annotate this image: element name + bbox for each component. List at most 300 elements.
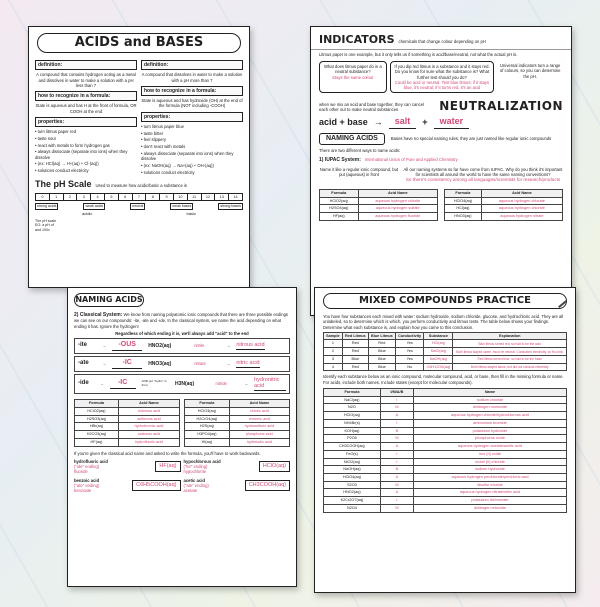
table-cell: aqueous hydrogen acetate/acetic acid	[413, 443, 566, 451]
table-cell: aqueous hydrogen fluoride	[358, 213, 437, 221]
table-cell: KOH(aq)	[324, 427, 381, 435]
table-header-cell: Formula	[445, 189, 482, 197]
example-acid-name: benzoic acid	[74, 477, 100, 483]
table-row	[324, 489, 567, 497]
table-row	[324, 450, 567, 458]
property-item: • feel slippery	[141, 137, 166, 143]
table-cell: B	[380, 466, 413, 474]
ph-value: 9	[160, 194, 174, 201]
bubble-question-2: If you dip red litmus in a substance and it stays red. Do you know for sure what the substance is? What further test should you do?	[394, 64, 490, 80]
ph-footnote-line-2: EO: a pH of	[35, 223, 54, 228]
ph-value: 4	[91, 194, 105, 201]
title-part-acids: ACIDS and	[74, 34, 152, 50]
example-formula: C6H5COOH(aq)	[132, 480, 180, 491]
base-definition-label: definition:	[141, 60, 243, 70]
table-cell: ammonium bromide	[413, 419, 566, 427]
table-cell: NaOH(aq)	[324, 466, 381, 474]
ending-base: nitride	[215, 381, 227, 387]
table-cell: Red	[342, 340, 368, 348]
bubble-answer-1: Stays the same colour	[332, 74, 374, 80]
ending-to: -IC	[110, 379, 136, 389]
ph-strength-labels	[35, 203, 243, 209]
table-cell: aqueous hydrogen sulfate	[358, 205, 437, 213]
table-row	[324, 355, 567, 363]
worksheet-title	[37, 33, 241, 53]
table-cell: No	[395, 363, 423, 371]
property-item: • (ex: HCl(aq) → H+(aq) + Cl-(aq))	[35, 161, 99, 167]
table-row	[185, 407, 290, 415]
iupac-examples-table-right	[444, 189, 563, 221]
table-header-row	[324, 388, 567, 396]
neutralization-title: NEUTRALIZATION	[439, 99, 563, 114]
table-row	[324, 504, 567, 512]
example-ending: ("ite" ending)	[183, 464, 208, 470]
table-cell: NaOH(aq)	[424, 355, 453, 363]
property-item: • solutions conduct electricity	[141, 169, 195, 175]
table-cell: H2SO4(aq)	[320, 205, 359, 213]
table-row	[324, 348, 567, 356]
table-cell: chromic acid	[229, 415, 289, 423]
table-cell: N2O	[324, 404, 381, 412]
ending-example: HNO2(aq)	[148, 342, 172, 349]
iupac-label: 1) IUPAC System:	[319, 156, 361, 163]
backwards-example-text	[74, 478, 99, 494]
table-cell: A	[380, 489, 413, 497]
table-header-cell: Conductivity	[395, 332, 423, 340]
base-recognize-text: State is aqueous and has hydroxide (OH) at the end of the formula (NOT including -COOH)	[141, 98, 243, 109]
table-cell: HClO(aq)	[324, 412, 381, 420]
table-cell: N2O4	[324, 504, 381, 512]
base-column	[141, 57, 243, 176]
acids-bases-worksheet	[28, 26, 250, 288]
table-cell: HCl(aq)	[424, 340, 453, 348]
bubble-litmus-neutral	[319, 61, 387, 93]
table-cell: NiCl2(aq)	[324, 458, 381, 466]
table-header-row	[445, 189, 563, 197]
ph-scale-subtitle: Used to measure how acidic/basic a substance is	[95, 183, 188, 189]
table-cell: CH3COOH(aq)	[324, 443, 381, 451]
arrow-icon: →	[243, 381, 249, 387]
table-cell: I	[380, 458, 413, 466]
table-cell: K2Cr2O7(aq)	[324, 497, 381, 505]
table-row	[324, 443, 567, 451]
example-acid-name: hydrofluoric acid	[74, 458, 108, 464]
table-row	[320, 213, 438, 221]
table-cell: HClO4(aq)	[445, 197, 482, 205]
property-item: • (ex: NaOH(aq) → Na+(aq) + OH-(aq))	[141, 162, 214, 168]
table-header-cell: Sample	[324, 332, 343, 340]
property-item: • solutions conduct electricity	[35, 168, 89, 173]
ph-acid-base-labels	[35, 211, 243, 216]
table-cell: Red litmus turned blue, so had to be the base	[453, 355, 567, 363]
acid-recognize-text: State is aqueous and has H at the front of formula, OR COOH at the end	[35, 103, 137, 114]
backwards-example-text	[184, 459, 221, 475]
table-cell: H2S(aq)	[185, 423, 230, 431]
table-row	[445, 213, 563, 221]
table-cell: hydrofluoric acid	[118, 438, 179, 446]
example-formula: HF(aq)	[155, 461, 180, 472]
table-row	[324, 363, 567, 371]
table-header-cell: Formula	[320, 189, 359, 197]
table-header-cell: Formula	[185, 400, 230, 408]
table-cell: S2O3	[324, 481, 381, 489]
table-cell: potassium hydroxide	[413, 427, 566, 435]
ending-base: nitrite	[194, 343, 205, 349]
table-cell: FeO(s)	[324, 450, 381, 458]
table-header-row	[185, 400, 290, 408]
table-cell: HClO4(aq)	[324, 474, 381, 482]
arrow-icon: →	[102, 361, 107, 366]
example-ending: ("ate" ending)	[74, 482, 100, 488]
basic-label: basic	[186, 210, 196, 216]
table-cell: hydroiodic acid	[229, 438, 289, 446]
ph-footnote-line-3: and 100x	[35, 227, 50, 232]
table-header-row	[324, 332, 567, 340]
table-header-cell: Acid Name	[481, 189, 562, 197]
ph-value: 3	[77, 194, 91, 201]
table-cell: A	[380, 412, 413, 420]
ph-value: 12	[202, 194, 216, 201]
ph-strength-label: weak bases	[172, 204, 192, 209]
indicators-worksheet	[310, 26, 572, 316]
table-cell: Both litmus stayed same, but did not conduct electricity	[453, 363, 567, 371]
ph-strength-label: neutral	[132, 204, 144, 209]
litmus-explanation: Litmus paper is one example, but it only tells us if something is acid/base/neutral, not what the actual pH is.	[319, 51, 518, 57]
table-cell: HF(aq)	[320, 213, 359, 221]
bubble-question-1: What does litmus paper do in a neutral substance?	[323, 64, 382, 75]
table-cell: sodium chloride	[413, 396, 566, 404]
iupac-rule: Name it like a regular ionic compound, but put (aqueous) in front	[319, 166, 399, 177]
table-cell: aqueous hydrogen chlorite	[358, 197, 437, 205]
table-cell: aqueous hydrogen nitrate/nitric acid	[413, 489, 566, 497]
table-row	[445, 197, 563, 205]
indicators-definition: chemicals that change colour depending on pH	[398, 39, 486, 44]
table-row	[75, 407, 180, 415]
table-row	[75, 431, 180, 439]
table-cell: HNO3(aq)	[445, 213, 482, 221]
ending-from: -ide	[78, 380, 89, 387]
table-row	[185, 415, 290, 423]
table-cell: H2CO3(aq)	[75, 431, 119, 439]
bubble-litmus-test	[390, 61, 495, 93]
backwards-note: If you're given the classical acid name and asked to write the formula, you'll have to work backwards.	[74, 450, 261, 456]
table-row	[185, 438, 290, 446]
ending-to: -OUS	[112, 341, 142, 351]
endings-list	[68, 338, 296, 394]
ending-base: nitrate	[194, 361, 206, 366]
table-header-cell: Red Litmus	[342, 332, 368, 340]
classical-examples-table-left	[74, 399, 180, 446]
rule-line: Regardless of which ending it is, we'll always add "acid" to the end	[115, 330, 249, 336]
acid-recognize-label: how to recognize in a formula:	[35, 91, 137, 101]
table-cell: Yes	[395, 340, 423, 348]
title-part-bases: BASES	[155, 34, 204, 50]
property-item: • react with metals to form hydrogen gas	[35, 142, 110, 148]
backwards-example	[74, 459, 181, 475]
table-row	[324, 419, 567, 427]
table-cell: HBr(aq)	[75, 423, 119, 431]
example-acid-name: hypochlorous acid	[183, 458, 221, 464]
table-header-cell: Name	[413, 388, 566, 396]
table-cell: HI(aq)	[185, 438, 230, 446]
example-ion: hypochlorite	[183, 469, 207, 475]
ending-from: -ite	[78, 342, 87, 349]
table-cell: M	[380, 435, 413, 443]
table-cell: aqueous hydrogen chlorate	[481, 197, 562, 205]
table-cell: HCl(aq)	[445, 205, 482, 213]
table-header-cell: Acid Name	[229, 400, 289, 408]
mixed-compounds-title: MIXED COMPOUNDS PRACTICE	[323, 293, 567, 309]
classical-examples-table-right	[184, 399, 290, 446]
eqn-acid-base: acid + base	[319, 116, 368, 127]
ph-value: 8	[146, 194, 160, 201]
base-properties-list	[141, 124, 243, 175]
table-header-cell: Acid Name	[118, 400, 179, 408]
table-cell: Both litmus stayed same, must be neutral. Conducted electricity, so it's ionic	[453, 348, 567, 356]
table-cell: I	[380, 396, 413, 404]
table-cell: HClO2(aq)	[320, 197, 359, 205]
table-row	[75, 415, 180, 423]
ending-example: HNO3(aq)	[148, 360, 172, 367]
ending-acid-name: nitric acid	[236, 359, 260, 366]
mixed-intro: You have four substances each mixed with water: sodium hydroxide, sodium chloride, glucose, and hydrochloric acid. They are all unlabeled, so to determine which is which, you perform conductivity and litmus tests. The table below shows your findings. Determine what each substance is, and explain how you came to this conclusion.	[323, 314, 564, 330]
ending-row	[74, 374, 290, 395]
table-row	[324, 427, 567, 435]
example-formula: HClO(aq)	[259, 461, 290, 472]
table-cell: Blue litmus turned red, so had to be the acid	[453, 340, 567, 348]
ending-acid-name: nitrous acid	[236, 341, 265, 348]
indicator-bubbles	[311, 59, 571, 95]
iupac-expansion: International Union of Pure and Applied Chemistry	[364, 156, 458, 162]
acid-definition-text: A compound that contains hydrogen acting as a metal and dissolves in water to make a solution with a pH less than 7	[36, 72, 136, 88]
acid-properties-list	[35, 129, 137, 173]
table-cell: NaCl(aq)	[324, 396, 381, 404]
naming-acids-worksheet	[67, 287, 297, 587]
table-cell: Blue	[368, 363, 395, 371]
table-header-cell: I/M/A/B	[380, 388, 413, 396]
table-row	[324, 412, 567, 420]
ph-scale-title: The pH Scale	[35, 179, 92, 190]
table-cell: chloric acid	[229, 407, 289, 415]
test-results-table	[323, 332, 567, 372]
table-cell: hydrosulfuric acid	[229, 423, 289, 431]
ph-value: 5	[105, 194, 119, 201]
table-cell: dinitrogen monoxide	[413, 404, 566, 412]
table-cell: 3	[324, 355, 343, 363]
table-row	[320, 197, 438, 205]
example-ion: fluoride	[74, 469, 88, 475]
table-cell: hydrobromic acid	[118, 423, 179, 431]
ph-strength-label: weak acids	[85, 204, 104, 209]
table-cell: 2	[324, 348, 343, 356]
hydro-note: AND put "hydro" in front	[141, 379, 167, 387]
table-header-cell: Formula	[75, 400, 119, 408]
table-cell: Blue	[368, 348, 395, 356]
ph-footnote-line-1: The pH scale	[35, 218, 57, 223]
backwards-examples	[68, 457, 296, 496]
ending-example: H3N(aq)	[174, 380, 195, 387]
table-header-cell: Acid Name	[358, 189, 437, 197]
ending-row	[74, 338, 290, 354]
table-row	[185, 431, 290, 439]
compounds-table	[323, 388, 567, 513]
table-cell: H2CrO4(aq)	[185, 415, 230, 423]
ph-value: 10	[174, 194, 188, 201]
property-item: • taste bitter	[141, 130, 164, 136]
table-cell: aqueous hydrogen perchlorate/perchloric acid	[413, 474, 566, 482]
property-item: • turn litmus paper red	[35, 129, 77, 134]
acid-properties-label: properties:	[35, 117, 137, 127]
ph-value: 7	[133, 194, 147, 201]
iupac-answer: So there's consistency among all languages/scientists for research/products	[405, 177, 561, 183]
naming-acids-title: NAMING ACIDS	[319, 133, 385, 146]
bubble-answer-2: Could be acid or neutral. Test blue litmus; if it stays blue, it's neutral; if it turns red, it's an acid	[394, 79, 490, 90]
naming-acids-title: NAMING ACIDS	[74, 293, 144, 307]
eqn-water: water	[434, 116, 470, 128]
table-cell: 1	[324, 340, 343, 348]
table-header-row	[75, 400, 180, 408]
table-cell: C6H12O6(aq)	[424, 363, 453, 371]
table-cell: aqueous hydrogen chloride	[481, 205, 562, 213]
backwards-example	[184, 478, 291, 494]
table-row	[324, 435, 567, 443]
table-header-row	[320, 189, 438, 197]
ph-strength-label: strong bases	[220, 204, 241, 209]
ending-row	[74, 356, 290, 372]
table-row	[185, 423, 290, 431]
table-row	[324, 396, 567, 404]
table-cell: phosphoric acid	[229, 431, 289, 439]
table-header-cell: Formula	[324, 388, 381, 396]
table-cell: HF(aq)	[75, 438, 119, 446]
table-cell: Blue	[342, 355, 368, 363]
table-cell: iron (II) oxide	[413, 450, 566, 458]
table-row	[324, 458, 567, 466]
neutralization-explanation: when we mix an acid and base together, they can cancel each other out to make neutral substances	[319, 101, 424, 112]
table-cell: chlorous acid	[118, 407, 179, 415]
indicators-title: INDICATORS	[319, 33, 395, 46]
example-formula: CH3COOH(aq)	[245, 480, 290, 491]
table-cell: Red	[342, 348, 368, 356]
backwards-example	[184, 459, 291, 475]
example-ending: ("ide" ending)	[74, 464, 100, 470]
table-cell: HNO2(aq)	[324, 489, 381, 497]
base-recognize-label: how to recognize in a formula:	[141, 86, 243, 96]
table-cell: sulfurous acid	[118, 415, 179, 423]
table-cell: M	[380, 404, 413, 412]
ph-strength-label: strong acids	[37, 204, 57, 209]
bubble-universal: Universal indicators turn a range of colours, so you can determine the pH.	[499, 63, 561, 79]
table-cell: A	[380, 474, 413, 482]
table-row	[75, 438, 180, 446]
ph-value: 6	[119, 194, 133, 201]
ph-footnote	[29, 217, 249, 234]
property-item: • always dissociate (separate into ions) when they dissolve	[35, 149, 128, 160]
table-cell: A	[380, 443, 413, 451]
table-row	[324, 404, 567, 412]
iupac-section	[311, 155, 571, 165]
naming-bases-note: Bases have no special naming rules, they are just named like regular ionic compounds	[390, 136, 552, 142]
property-item: • don't react with metals	[141, 144, 186, 149]
property-item: • taste sour	[35, 135, 57, 141]
arrow-icon: →	[102, 343, 107, 349]
ph-value: 14	[233, 194, 238, 199]
arrow-icon: →	[226, 343, 231, 349]
table-cell: Red	[342, 363, 368, 371]
property-item: • turn litmus paper blue	[141, 123, 184, 129]
table-cell: 4	[324, 363, 343, 371]
acid-definition-label: definition:	[35, 60, 137, 70]
table-cell: HClO3(aq)	[185, 407, 230, 415]
base-definition-text: A compound that dissolves in water to make a solution with a pH more than 7	[141, 72, 243, 83]
backwards-example-text	[74, 459, 108, 475]
table-header-cell: Substance	[424, 332, 453, 340]
ph-value: 0	[36, 194, 50, 201]
example-acid-name: acetic acid	[183, 477, 205, 483]
table-cell: Yes	[395, 355, 423, 363]
ph-value: 11	[188, 194, 202, 201]
eqn-arrow-icon: →	[373, 116, 383, 127]
neutralization-equation	[311, 114, 571, 130]
backwards-example	[74, 478, 181, 494]
example-ion: acetate	[183, 488, 198, 494]
table-cell: H2SO3(aq)	[75, 415, 119, 423]
table-cell: aqueous hydrogen nitrate	[481, 213, 562, 221]
eqn-plus-icon: +	[422, 116, 428, 127]
ph-value: 2	[64, 194, 78, 201]
table-cell: I	[380, 419, 413, 427]
ph-scale-bar	[35, 193, 243, 202]
identify-instructions: Identify each substance below as an ionic compound, molecular compound, acid, or base, then fill in the missing formula or name. For acids, include both names. Include states (except for molecular compounds).	[323, 374, 564, 385]
table-cell: sodium hydroxide	[413, 466, 566, 474]
table-row	[324, 340, 567, 348]
table-cell: disulfur trioxide	[413, 481, 566, 489]
iupac-examples-table-left	[319, 189, 438, 221]
table-cell: I	[380, 450, 413, 458]
table-cell: B	[380, 427, 413, 435]
table-cell: nickel (II) chloride	[413, 458, 566, 466]
table-cell: NH4Br(s)	[324, 419, 381, 427]
classical-system-text: We know from naming polyatomic ionic compounds that there are three possible endings we can see on our compounds: -ite, -ate and -ide. In the classical system, we name the acid depending on what ending it has. Ignore the hydrogen!	[74, 312, 289, 329]
base-properties-label: properties:	[141, 112, 243, 122]
table-row	[324, 466, 567, 474]
ph-value: 1	[50, 194, 64, 201]
table-cell: carbonic acid	[118, 431, 179, 439]
table-cell: NaCl(aq)	[424, 348, 453, 356]
table-row	[320, 205, 438, 213]
property-item: • always dissociate (separate into ions) when they dissolve	[141, 150, 234, 161]
acidic-label: acidic	[82, 210, 93, 216]
table-cell: Red	[368, 340, 395, 348]
ph-value: 13	[215, 194, 229, 201]
ending-acid-name: hydronitric acid	[254, 377, 286, 392]
mixed-compounds-worksheet	[314, 287, 576, 593]
acid-column	[35, 57, 137, 176]
table-cell: P2O5	[324, 435, 381, 443]
iupac-question: All our naming systems so far have come from IUPAC. Why do you think it's important for scientists all around the world to have the same naming conventions?	[403, 166, 563, 177]
table-row	[445, 205, 563, 213]
eqn-salt: salt	[389, 116, 417, 128]
example-ending: ("ate" ending)	[183, 482, 209, 488]
table-row	[75, 423, 180, 431]
two-ways-line: There are two different ways to name acids:	[319, 148, 401, 154]
backwards-example-text	[184, 478, 209, 494]
example-ion: benzoate	[74, 488, 92, 494]
table-cell: aqueous hydrogen chlorite/hydrochlorous acid	[413, 412, 566, 420]
arrow-icon: →	[226, 361, 231, 366]
ending-from: -ate	[78, 359, 89, 366]
table-cell: HClO2(aq)	[75, 407, 119, 415]
